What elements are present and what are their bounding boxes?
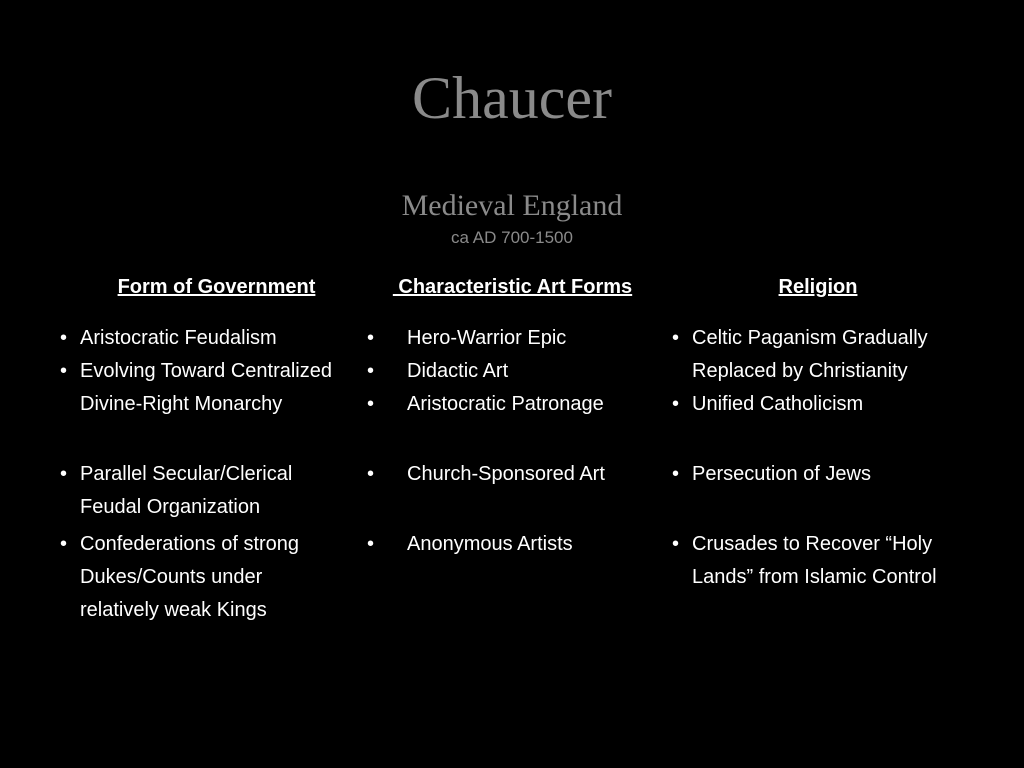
row1-art-cell <box>367 322 667 421</box>
list-item <box>668 528 960 594</box>
row3-religion-cell <box>668 528 960 594</box>
slide-subtitle: Medieval England <box>401 189 623 222</box>
item-text: Church-Sponsored Art <box>407 463 605 485</box>
bullet-icon: • <box>672 463 680 485</box>
list-item <box>367 388 667 421</box>
header-religion: Religion <box>778 276 858 298</box>
bullet-icon: • <box>672 533 680 555</box>
slide-dates: ca AD 700-1500 <box>451 228 573 247</box>
list-item <box>56 322 346 355</box>
slide-title: Chaucer <box>412 65 612 131</box>
item-text: Parallel Secular/Clerical Feudal Organization <box>80 463 293 518</box>
list-item <box>367 355 667 388</box>
header-government: Form of Government <box>117 276 316 298</box>
item-text: Crusades to Recover “Holy Lands” from Islamic Control <box>692 533 937 588</box>
list-item <box>56 458 346 524</box>
row2-art-cell <box>367 458 667 491</box>
item-text: Anonymous Artists <box>407 533 573 555</box>
item-text: Persecution of Jews <box>692 463 871 485</box>
item-text: Celtic Paganism Gradually Replaced by Christianity <box>692 327 928 382</box>
list-item <box>668 388 968 421</box>
bullet-icon: • <box>367 327 375 349</box>
header-art-forms: Characteristic Art Forms <box>392 276 633 298</box>
bullet-icon: • <box>367 360 375 382</box>
row2-religion-cell <box>668 458 968 491</box>
list-item <box>56 355 346 421</box>
item-text: Aristocratic Patronage <box>407 393 604 415</box>
row1-religion-cell <box>668 322 968 421</box>
list-item <box>367 458 667 491</box>
bullet-icon: • <box>60 327 68 349</box>
item-text: Aristocratic Feudalism <box>80 327 277 349</box>
item-text: Didactic Art <box>407 360 509 382</box>
list-item <box>668 458 968 491</box>
item-text: Unified Catholicism <box>692 393 864 415</box>
bullet-icon: • <box>60 360 68 382</box>
bullet-icon: • <box>60 463 68 485</box>
bullet-icon: • <box>367 533 375 555</box>
row3-government-cell <box>56 528 346 627</box>
bullet-icon: • <box>367 393 375 415</box>
bullet-icon: • <box>367 463 375 485</box>
list-item <box>367 528 667 561</box>
row1-government-cell <box>56 322 346 421</box>
bullet-icon: • <box>672 327 680 349</box>
row2-government-cell <box>56 458 346 524</box>
item-text: Evolving Toward Centralized Divine-Right Monarchy <box>80 360 332 415</box>
item-text: Confederations of strong Dukes/Counts under relatively weak Kings <box>80 533 300 621</box>
row3-art-cell <box>367 528 667 561</box>
bullet-icon: • <box>60 533 68 555</box>
list-item <box>56 528 346 627</box>
list-item <box>668 322 968 388</box>
item-text: Hero-Warrior Epic <box>407 327 567 349</box>
list-item <box>367 322 667 355</box>
bullet-icon: • <box>672 393 680 415</box>
